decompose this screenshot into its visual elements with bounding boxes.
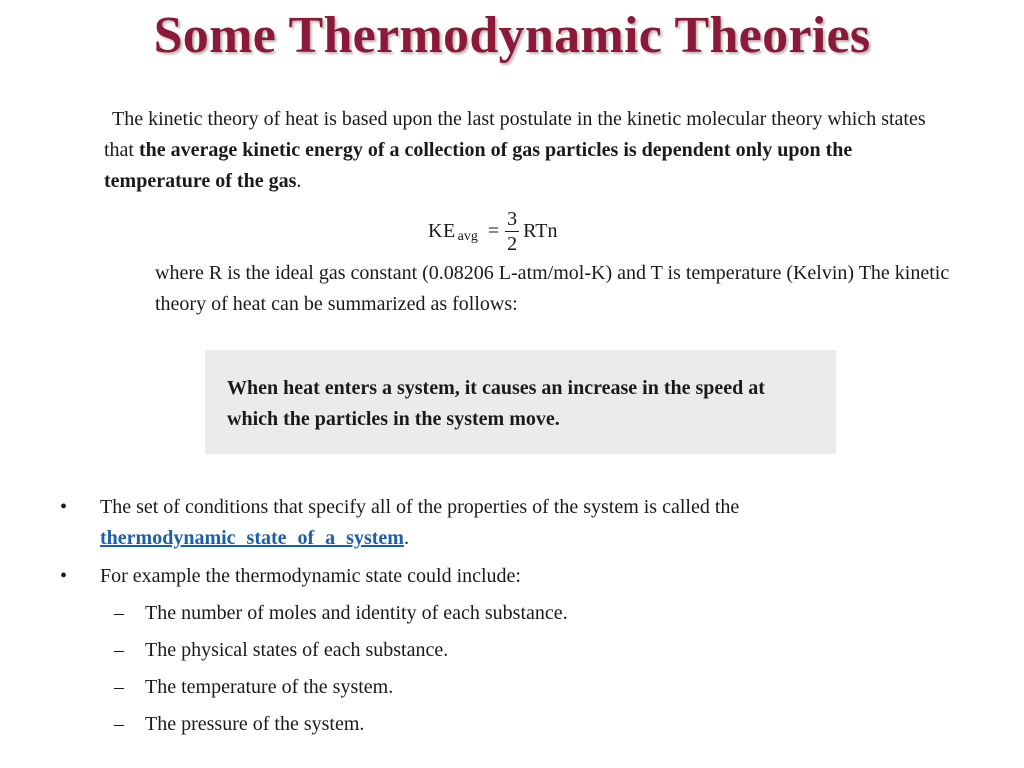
dash-icon: – bbox=[114, 713, 124, 735]
sub-bullet-text: The pressure of the system. bbox=[145, 713, 365, 735]
bullet-list bbox=[58, 492, 958, 740]
sub-bullet-item bbox=[58, 635, 958, 666]
sub-bullet-text: The physical states of each substance. bbox=[145, 639, 449, 661]
intro-bold-text: the average kinetic energy of a collection of gas particles is dependent only upon the temperature of the gas bbox=[104, 139, 853, 192]
thermodynamic-state-link[interactable]: thermodynamic state of a system bbox=[100, 527, 404, 549]
bullet-item bbox=[58, 561, 958, 592]
where-paragraph: where R is the ideal gas constant (0.08206 L-atm/mol-K) and T is temperature (Kelvin) The kinetic theory of heat can be summarized as follows: bbox=[155, 262, 950, 315]
bullet-icon: • bbox=[60, 496, 68, 518]
intro-period: . bbox=[296, 170, 302, 192]
sub-bullet-text: The temperature of the system. bbox=[145, 676, 394, 698]
bullet-text: For example the thermodynamic state could include: bbox=[100, 565, 521, 587]
sub-bullet-text: The number of moles and identity of each substance. bbox=[145, 602, 568, 624]
sub-bullet-item bbox=[58, 709, 958, 740]
summary-text: When heat enters a system, it causes an increase in the speed at which the particles in the system move. bbox=[227, 377, 765, 430]
slide-title: Some Thermodynamic Theories bbox=[153, 7, 871, 64]
summary-highlight-box bbox=[205, 350, 836, 454]
bullet-period: . bbox=[403, 527, 409, 549]
bullet-icon: • bbox=[60, 565, 68, 587]
dash-icon: – bbox=[114, 639, 124, 661]
dash-icon: – bbox=[114, 676, 124, 698]
formula-ke: KE bbox=[428, 219, 456, 242]
intro-paragraph bbox=[104, 104, 934, 197]
bullet-text: The set of conditions that specify all of the properties of the system is called the bbox=[100, 496, 740, 518]
formula-fraction bbox=[505, 209, 519, 254]
sub-bullet-item bbox=[58, 598, 958, 629]
formula-equals: = bbox=[487, 219, 500, 242]
formula-subscript: avg bbox=[457, 229, 478, 244]
fraction-bar bbox=[505, 231, 519, 232]
sub-bullet-item bbox=[58, 672, 958, 703]
kinetic-energy-formula bbox=[428, 206, 558, 256]
formula-numerator: 3 bbox=[507, 207, 518, 230]
formula-denominator: 2 bbox=[507, 232, 518, 255]
intro-text: The kinetic theory of heat is based upon the last postulate in the kinetic molecular theory which states that bbox=[104, 108, 926, 161]
formula-rhs: RTn bbox=[523, 219, 558, 242]
dash-icon: – bbox=[114, 602, 124, 624]
bullet-item bbox=[58, 492, 958, 554]
